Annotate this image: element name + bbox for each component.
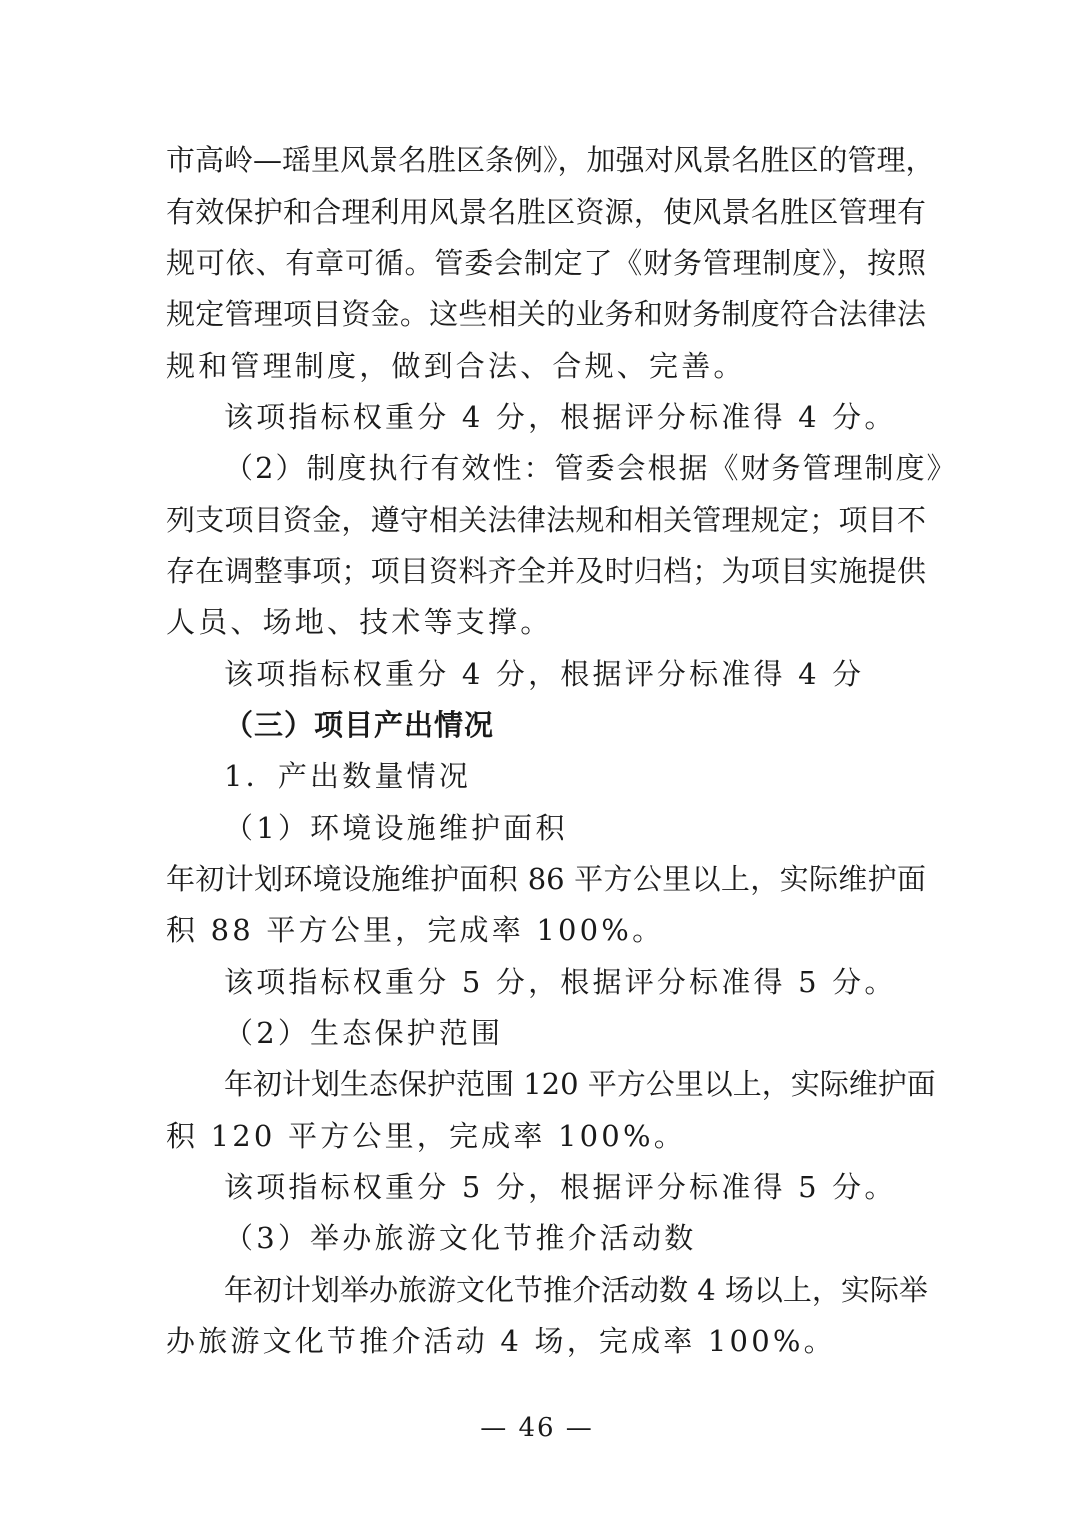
paragraph-line: （2）制度执行有效性：管委会根据《财务管理制度》 <box>224 451 958 485</box>
paragraph-line: 年初计划环境设施维护面积 86 平方公里以上，实际维护面 <box>166 862 926 896</box>
item-heading: （1）环境设施维护面积 <box>224 811 568 845</box>
page-number: — 46 — <box>480 1413 594 1443</box>
paragraph-line: 办旅游文化节推介活动 4 场，完成率 100%。 <box>166 1324 836 1358</box>
subsection-heading: 1．产出数量情况 <box>224 759 472 793</box>
paragraph-line: 该项指标权重分 5 分，根据评分标准得 5 分。 <box>224 965 897 999</box>
paragraph-line: 年初计划生态保护范围 120 平方公里以上，实际维护面 <box>224 1067 936 1101</box>
item-heading: （2）生态保护范围 <box>224 1016 504 1050</box>
paragraph-line: 人员、场地、技术等支撑。 <box>166 605 553 639</box>
paragraph-line: 存在调整事项；项目资料齐全并及时归档；为项目实施提供 <box>166 554 926 588</box>
paragraph-line: 积 88 平方公里，完成率 100%。 <box>166 913 665 947</box>
paragraph-line: 规和管理制度，做到合法、合规、完善。 <box>166 349 746 383</box>
paragraph-line: 积 120 平方公里，完成率 100%。 <box>166 1119 686 1153</box>
paragraph-line: 该项指标权重分 4 分，根据评分标准得 4 分 <box>224 657 865 691</box>
paragraph-line: 年初计划举办旅游文化节推介活动数 4 场以上，实际举 <box>224 1273 928 1307</box>
paragraph-line: 规可依、有章可循。管委会制定了《财务管理制度》，按照 <box>166 246 926 280</box>
paragraph-line: 该项指标权重分 4 分，根据评分标准得 4 分。 <box>224 400 897 434</box>
section-heading: （三）项目产出情况 <box>224 708 495 742</box>
paragraph-line: 市高岭—瑶里风景名胜区条例》，加强对风景名胜区的管理， <box>166 143 935 177</box>
paragraph-line: 该项指标权重分 5 分，根据评分标准得 5 分。 <box>224 1170 897 1204</box>
paragraph-line: 有效保护和合理利用风景名胜区资源，使风景名胜区管理有 <box>166 195 926 229</box>
item-heading: （3）举办旅游文化节推介活动数 <box>224 1221 697 1255</box>
paragraph-line: 列支项目资金，遵守相关法律法规和相关管理规定；项目不 <box>166 503 926 537</box>
paragraph-line: 规定管理项目资金。这些相关的业务和财务制度符合法律法 <box>166 297 926 331</box>
